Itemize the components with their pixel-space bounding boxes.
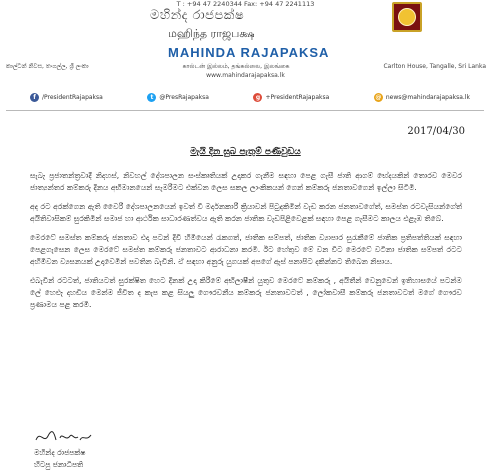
address-sinhala: කාල්ටන් නිවස, තංගල්ල, ශ්‍රී ලංකා [6, 63, 89, 70]
letter-body [30, 170, 462, 318]
divider [6, 110, 484, 111]
name-sinhala: මහින්ද රාජපක්ෂ [150, 8, 245, 23]
address-english: Carlton House, Tangalle, Sri Lanka [383, 63, 486, 70]
twitter-icon: t [147, 93, 156, 102]
paragraph: එබැවින් රටටත්, ජාතියටත් සුරක්ෂිත හෙට දිනක් උදා කිරීමේ අභිලාෂීන් යුතුව මෙරටේ කම්කරු , අයිතීන් වෙනුවෙන් ඉතිහාසයේ පටන්ම ලේ හෙළූ දහඩිය මෙන්ම ජීවිත ද කැප කළ සියලු ගෞරවනීය කම්කරු ජනතාවටත් , ලෝකවාසී කම්කරු ජනතාවටත් මගේ ගෞරව ප්‍රණාමය පළ කරමි. [30, 276, 462, 309]
phone-fax: T : +94 47 2240344 Fax: +94 47 2241113 [176, 0, 315, 8]
social-row [30, 93, 470, 102]
name-tamil: மஹிந்த ராஜபக்ஷ [168, 27, 255, 40]
letter-title: මැයි දින සුබ පැතුම් පණිවුඩය [190, 147, 301, 157]
social-label: news@mahindarajapaksa.lk [385, 94, 470, 101]
handwritten-signature [34, 428, 94, 450]
address-tamil: கால்டன் இல்லம், தங்கல்லை, இலங்கை [182, 63, 290, 70]
social-label: /PresidentRajapaksa [42, 94, 103, 101]
signatory-title: හිටපු ජනාධිපති [34, 460, 84, 469]
paragraph: මෙරටේ සමස්ත කම්කරු ජනතාව එදා පටන් දිවි හිමියෙන් රැකගත්, ජාතික සම්පත්, ජාතික ව්‍යාපාර සුරැකීමේ ජාතික ප්‍රතිපත්තියක් සඳහා පෙළගැසෙන ලෙස මෙරටේ සමස්ත කම්කරු ජනතාවට ආරාධනා කරමි. ඊට හේතුව මේ වන විට මෙරටේ වටිනා ජාතික සම්පත් රටට අහිමිවන ව්‍යසනයක් උදාවෙමින් පවතින බැවිනි. ඒ සඳහා අනුරු යුගයක් අපගේ ඇස් පනාපිට දකින්නට තිබෙන නිසාය. [30, 233, 462, 266]
signatory-name: මහින්ද රාජපක්ෂ [34, 448, 86, 457]
paragraph: අද රට අරක්ගෙන ඇති වෛරී දේශපාලනයෙන් ඉවත් වී මර්දනකාරී ක්‍රියාවන් පිටුදකිමින් වැඩ කරන ජනතාවගේත්, සමස්ත රටවැසියන්ගේත් අයිතිවාසිකම් සුරකිමින් සමාජ හා ආර්ථික සාධාරණත්වය ඇති කරන ජාතික වැඩපිළිවෙළක් සඳහා පෙළ ගැසීමට කාලය එළැඹ තිබේ. [30, 202, 462, 223]
social-facebook [30, 93, 103, 102]
address-row [6, 63, 486, 71]
email-icon: @ [375, 93, 382, 101]
website: www.mahindarajapaksa.lk [206, 72, 285, 79]
lion-emblem-icon [392, 2, 422, 32]
social-label: +PresidentRajapaksa [265, 94, 330, 101]
social-googleplus [253, 93, 329, 102]
social-email [374, 93, 470, 102]
googleplus-icon: g [253, 93, 262, 102]
facebook-icon: f [30, 93, 39, 102]
social-twitter [147, 93, 209, 102]
name-english: MAHINDA RAJAPAKSA [168, 45, 330, 60]
social-label: @PresRajapaksa [159, 94, 209, 101]
paragraph: සැබෑ ප්‍රජාතන්ත්‍රවාදී නිදහස්, නිවහල් දේශපාලන සංස්කෘතියක් උදාකර ගැනීම සඳහා පෙළ ගැසී ජාති ආගම් භේදයකින් තොරව මෙවර ජාත්‍යන්තර කම්කරු දිනය අභිමානයෙන් සැමරීමට එක්වන ලෙස සකල ලාංකිකයන් ගෙන් කම්කරු ජනතාවගෙන් ඉල්ලා සිටිමි. [30, 171, 462, 192]
letter-date: 2017/04/30 [407, 126, 465, 137]
